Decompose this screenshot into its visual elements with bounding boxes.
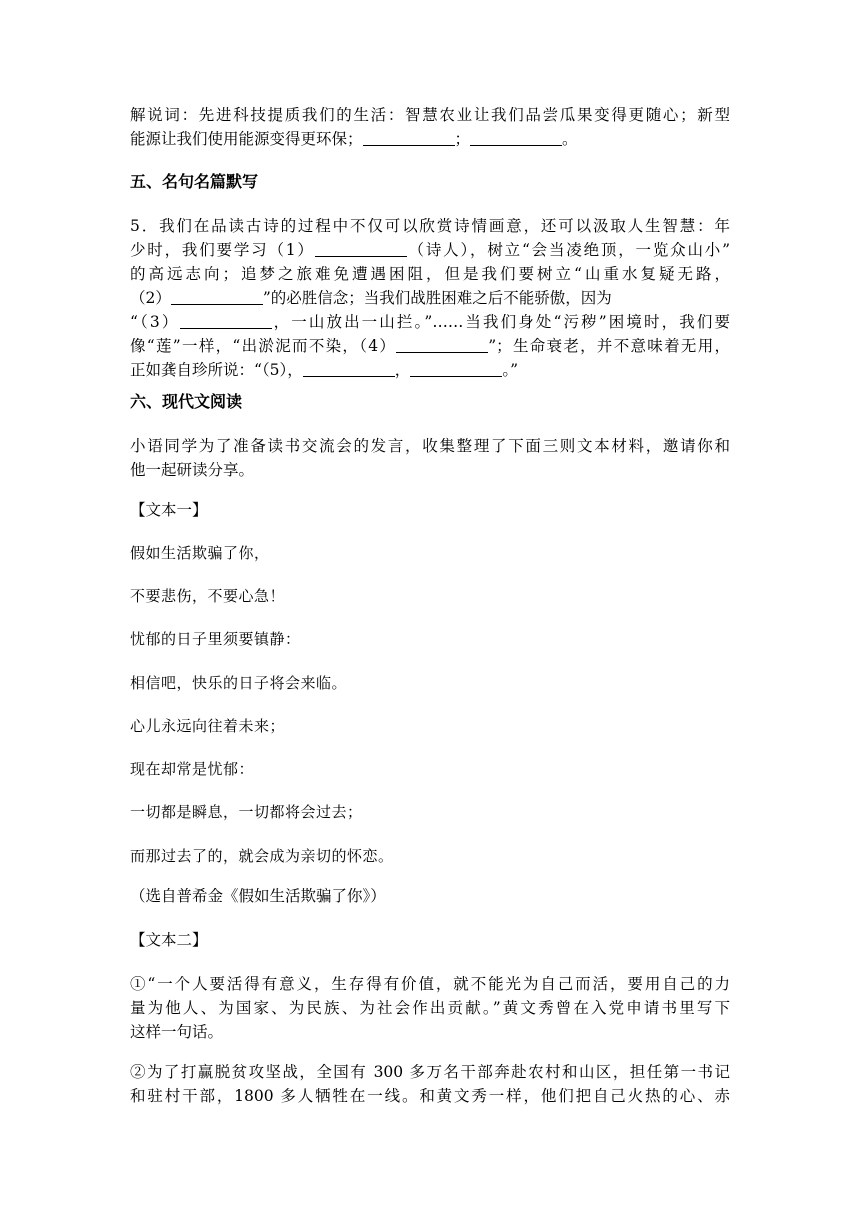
answer-blank[interactable] [303,362,395,377]
text-line: 5．我们在品读古诗的过程中不仅可以欣赏诗情画意，还可以汲取人生智慧：年 [130,217,730,235]
text-segment: 少时，我们要学习（1） [130,241,315,259]
answer-blank[interactable] [363,131,455,146]
text-two-label: 【文本二】 [130,931,208,949]
section-heading-6: 六、现代文阅读 [130,392,243,411]
text-segment: ”；生命衰老，并不意味着无用， [488,337,730,355]
text-line: ①“一个人要活得有意义，生存得有价值，就不能光为自己而活，要用自己的力 [130,975,730,993]
text-segment: 能源让我们使用能源变得更环保； [130,130,363,148]
poem-line: 现在却常是忧郁： [130,760,255,778]
text-segment: 像“莲”一样，“出淤泥而不染，（4） [130,337,397,355]
text-segment: 。 [562,130,578,148]
text-segment: （2） [130,289,171,307]
answer-blank[interactable] [470,131,562,146]
answer-blank[interactable] [410,362,502,377]
answer-blank[interactable] [171,290,263,305]
text-line [130,127,730,151]
text-line [130,238,730,262]
text-segment: ； [454,130,471,148]
text-line: 他一起研读分享。 [130,461,255,479]
text-segment: “（3） [130,313,180,331]
poem-line: 假如生活欺骗了你， [130,544,270,562]
text-segment: ”的必胜信念；当我们战胜困难之后不能骄傲，因为 [262,289,612,307]
text-segment: ，一山放出一山拦。”……当我们身处“污秽”困境时，我们要 [271,313,730,331]
text-line: 解说词：先进科技提质我们的生活：智慧农业让我们品尝瓜果变得更随心；新型 [130,106,730,124]
poem-line: 不要悲伤，不要心急！ [130,587,286,605]
poem-line: 心儿永远向往着未来； [130,717,286,735]
text-line [130,310,730,334]
answer-blank[interactable] [315,242,407,257]
text-line [130,286,730,310]
text-line: 的高远志向；追梦之旅难免遭遇困阻，但是我们要树立“山重水复疑无路， [130,265,730,283]
text-segment: （诗人），树立“会当凌绝顶，一览众山小” [406,241,730,259]
section-heading-5: 五、名句名篇默写 [130,172,259,191]
text-one-label: 【文本一】 [130,501,208,519]
text-line: 这样一句话。 [130,1023,224,1041]
text-two-paragraph-2 [130,1060,730,1108]
text-segment: 。” [502,361,518,379]
text-two-paragraph-1 [130,972,730,1044]
poem-line: 而那过去了的，就会成为亲切的怀恋。 [130,847,394,865]
poem-source: （选自普希金《假如生活欺骗了你》） [130,887,386,905]
poem-line: 相信吧，快乐的日子将会来临。 [130,674,348,692]
text-line [130,358,730,382]
text-segment: ， [394,361,411,379]
intro-paragraph [130,103,730,151]
poem-line: 忧郁的日子里须要镇静： [130,630,301,648]
poem-line: 一切都是瞬息，一切都将会过去； [130,803,363,821]
answer-blank[interactable] [180,314,272,329]
text-line: 小语同学为了准备读书交流会的发言，收集整理了下面三则文本材料，邀请你和 [130,437,730,455]
text-line: 量为他人、为国家、为民族、为社会作出贡献。”黄文秀曾在入党申请书里写下 [130,999,730,1017]
text-line [130,334,730,358]
text-segment: 正如龚自珍所说：“（5）， [130,361,303,379]
question-5-paragraph [130,214,730,382]
reading-intro-paragraph [130,434,730,482]
text-line: ②为了打赢脱贫攻坚战，全国有 300 多万名干部奔赴农村和山区，担任第一书记 [130,1063,730,1081]
answer-blank[interactable] [396,338,488,353]
text-line: 和驻村干部，1800 多人牺牲在一线。和黄文秀一样，他们把自己火热的心、赤 [130,1087,730,1105]
